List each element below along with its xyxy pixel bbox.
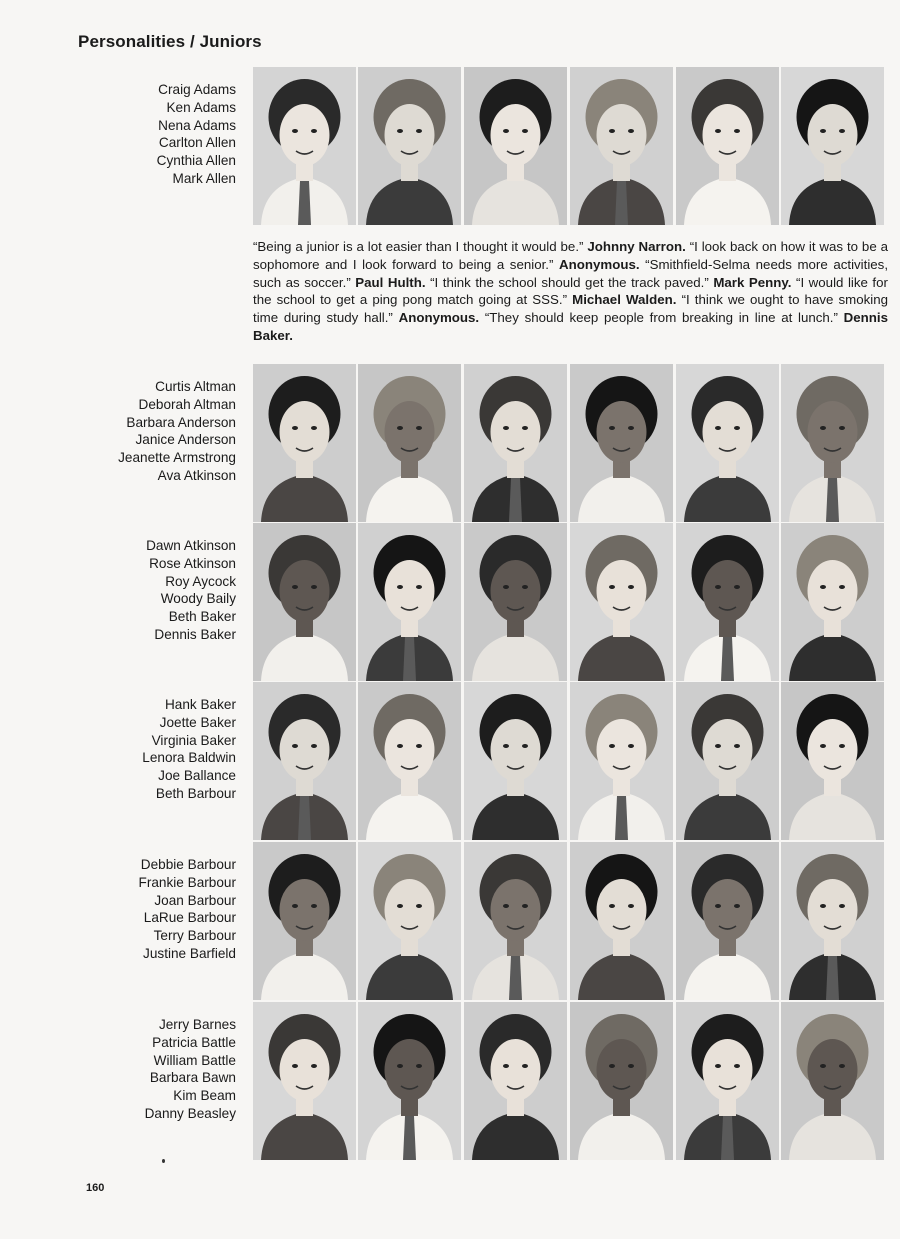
- student-portrait: [253, 842, 356, 1000]
- eye: [628, 1064, 634, 1068]
- student-portrait: [570, 842, 673, 1000]
- quote-author: Anonymous.: [398, 310, 480, 326]
- eye: [397, 129, 403, 133]
- eye: [734, 129, 740, 133]
- student-name: Barbara Anderson: [126, 414, 236, 430]
- portrait-row: [0, 842, 900, 1000]
- necktie: [615, 181, 628, 225]
- student-portrait: [253, 364, 356, 522]
- eye: [416, 904, 422, 908]
- eye: [397, 744, 403, 748]
- necktie: [721, 637, 734, 681]
- face: [491, 719, 541, 781]
- necktie: [509, 956, 522, 1000]
- student-name: Patricia Battle: [152, 1034, 236, 1050]
- eye: [820, 426, 826, 430]
- face: [385, 401, 435, 463]
- student-name: Joan Barbour: [154, 892, 236, 908]
- face: [703, 1039, 753, 1101]
- student-portrait: [358, 523, 461, 681]
- eye: [292, 585, 298, 589]
- face: [703, 719, 753, 781]
- face: [280, 104, 330, 166]
- eye: [503, 744, 509, 748]
- eye: [839, 744, 845, 748]
- quote-text: “Smithfield-Selma needs more activities, such as soccer.”: [253, 256, 889, 290]
- eye: [609, 426, 615, 430]
- eye: [715, 129, 721, 133]
- eye: [609, 585, 615, 589]
- face: [597, 401, 647, 463]
- photo-strip: [253, 682, 886, 840]
- student-portrait: [464, 682, 567, 840]
- name-list: [157, 81, 236, 188]
- name-list: [118, 378, 236, 485]
- student-name: Craig Adams: [158, 82, 236, 97]
- eye: [416, 744, 422, 748]
- student-name: Woody Baily: [160, 591, 236, 607]
- name-list: [142, 696, 236, 803]
- eye: [628, 585, 634, 589]
- student-portrait: [676, 364, 779, 522]
- name-list: [145, 1016, 236, 1123]
- face: [703, 401, 753, 463]
- student-portrait: [781, 523, 884, 681]
- student-name: Dennis Baker: [154, 626, 236, 642]
- eye: [609, 1064, 615, 1068]
- student-name: Debbie Barbour: [140, 857, 236, 872]
- eye: [522, 426, 528, 430]
- eye: [503, 585, 509, 589]
- student-name: Frankie Barbour: [138, 874, 236, 890]
- eye: [609, 129, 615, 133]
- face: [703, 104, 753, 166]
- face: [808, 719, 858, 781]
- portrait-row: [0, 523, 900, 681]
- photo-strip: [253, 842, 886, 1000]
- student-portrait: [253, 523, 356, 681]
- eye: [397, 585, 403, 589]
- student-portrait: [253, 67, 356, 225]
- eye: [416, 585, 422, 589]
- student-portrait: [676, 67, 779, 225]
- student-name: Virginia Baker: [151, 732, 236, 748]
- portrait-row: [0, 1002, 900, 1160]
- student-portrait: [358, 364, 461, 522]
- eye: [839, 585, 845, 589]
- face: [703, 879, 753, 941]
- student-portrait: [676, 523, 779, 681]
- eye: [416, 426, 422, 430]
- necktie: [403, 637, 416, 681]
- student-portrait: [358, 1002, 461, 1160]
- student-name: Barbara Bawn: [149, 1070, 236, 1086]
- student-portrait: [676, 1002, 779, 1160]
- name-list: [139, 856, 236, 963]
- student-name: Jeanette Armstrong: [118, 450, 236, 466]
- eye: [397, 1064, 403, 1068]
- face: [491, 879, 541, 941]
- student-name: Ken Adams: [166, 99, 236, 115]
- quote-text: “I think the school should get the track paved.”: [430, 274, 709, 290]
- page-number: 160: [86, 1182, 105, 1194]
- student-portrait: [676, 682, 779, 840]
- face: [385, 1039, 435, 1101]
- eye: [839, 129, 845, 133]
- face: [385, 719, 435, 781]
- quote-author: Anonymous.: [559, 256, 640, 272]
- student-portrait: [464, 1002, 567, 1160]
- face: [280, 719, 330, 781]
- student-portrait: [358, 67, 461, 225]
- eye: [397, 426, 403, 430]
- eye: [820, 585, 826, 589]
- eye: [628, 744, 634, 748]
- student-portrait: [781, 364, 884, 522]
- eye: [397, 904, 403, 908]
- student-name: Nena Adams: [158, 117, 236, 133]
- eye: [715, 904, 721, 908]
- student-portrait: [781, 682, 884, 840]
- page-header: Personalities / Juniors: [78, 32, 262, 51]
- student-name: Dawn Atkinson: [146, 538, 236, 553]
- quote-text: “I look back on how it was to be a sophomore and I look forward to being a senior.”: [253, 239, 888, 272]
- student-name: Curtis Altman: [155, 379, 236, 394]
- face: [808, 104, 858, 166]
- necktie: [509, 478, 522, 522]
- eye: [292, 744, 298, 748]
- eye: [522, 744, 528, 748]
- student-name: Rose Atkinson: [149, 555, 236, 571]
- face: [808, 1039, 858, 1101]
- eye: [715, 744, 721, 748]
- student-portrait: [781, 1002, 884, 1160]
- student-portrait: [464, 523, 567, 681]
- eye: [416, 129, 422, 133]
- student-portrait: [570, 1002, 673, 1160]
- student-name: Hank Baker: [164, 697, 236, 712]
- face: [597, 104, 647, 166]
- eye: [820, 129, 826, 133]
- student-name: William Battle: [153, 1052, 236, 1068]
- student-name: Janice Anderson: [135, 432, 236, 448]
- face: [491, 560, 541, 622]
- student-portrait: [570, 682, 673, 840]
- quote-text: “They should keep people from breaking in line at lunch.”: [484, 310, 838, 326]
- eye: [839, 904, 845, 908]
- necktie: [298, 181, 311, 225]
- student-portrait: [570, 523, 673, 681]
- student-name: Terry Barbour: [153, 928, 236, 944]
- quote-author: Paul Hulth.: [355, 274, 426, 290]
- necktie: [826, 478, 839, 522]
- student-name: Roy Aycock: [165, 573, 236, 589]
- eye: [311, 904, 317, 908]
- student-name: Jerry Barnes: [158, 1017, 236, 1032]
- eye: [609, 744, 615, 748]
- student-name: Justine Barfield: [143, 945, 236, 961]
- photo-strip: [253, 67, 886, 225]
- face: [597, 719, 647, 781]
- student-name: Beth Baker: [168, 609, 236, 625]
- photo-strip: [253, 523, 886, 681]
- portrait-row: [0, 67, 900, 225]
- eye: [609, 904, 615, 908]
- face: [808, 401, 858, 463]
- face: [491, 401, 541, 463]
- necktie: [721, 1116, 734, 1160]
- face: [385, 104, 435, 166]
- student-portrait: [781, 67, 884, 225]
- eye: [715, 1064, 721, 1068]
- student-portrait: [358, 682, 461, 840]
- eye: [292, 904, 298, 908]
- student-portrait: [358, 842, 461, 1000]
- name-list: [146, 537, 236, 644]
- face: [280, 401, 330, 463]
- face: [385, 879, 435, 941]
- face: [280, 560, 330, 622]
- eye: [522, 129, 528, 133]
- face: [491, 104, 541, 166]
- quote-author: Michael Walden.: [572, 292, 677, 308]
- eye: [311, 129, 317, 133]
- eye: [292, 129, 298, 133]
- photo-strip: [253, 1002, 886, 1160]
- eye: [522, 904, 528, 908]
- student-name: Mark Allen: [172, 170, 236, 186]
- face: [597, 1039, 647, 1101]
- student-portrait: [464, 842, 567, 1000]
- eye: [503, 1064, 509, 1068]
- eye: [734, 585, 740, 589]
- eye: [522, 585, 528, 589]
- eye: [311, 1064, 317, 1068]
- eye: [715, 426, 721, 430]
- eye: [734, 744, 740, 748]
- portrait-row: [0, 364, 900, 522]
- student-name: Ava Atkinson: [157, 467, 236, 483]
- student-name: Kim Beam: [173, 1088, 236, 1104]
- student-portrait: [570, 364, 673, 522]
- quote-text: “Being a junior is a lot easier than I thought it would be.”: [253, 239, 584, 254]
- student-portrait: [253, 1002, 356, 1160]
- student-name: Cynthia Allen: [156, 153, 236, 169]
- student-portrait: [781, 842, 884, 1000]
- eye: [416, 1064, 422, 1068]
- student-name: Lenora Baldwin: [142, 750, 236, 766]
- eye: [715, 585, 721, 589]
- necktie: [615, 796, 628, 840]
- face: [385, 560, 435, 622]
- necktie: [826, 956, 839, 1000]
- quote-author: Johnny Narron.: [587, 239, 686, 254]
- eye: [628, 426, 634, 430]
- student-name: Danny Beasley: [144, 1105, 236, 1121]
- face: [808, 879, 858, 941]
- quote-text: “I would like for the school to get a ping pong match going at SSS.”: [253, 274, 888, 308]
- face: [280, 879, 330, 941]
- face: [597, 879, 647, 941]
- face: [808, 560, 858, 622]
- quote-author: Dennis Baker.: [253, 310, 889, 343]
- eye: [839, 1064, 845, 1068]
- eye: [292, 426, 298, 430]
- necktie: [403, 1116, 416, 1160]
- student-quotes: [253, 238, 888, 345]
- student-portrait: [464, 67, 567, 225]
- eye: [734, 426, 740, 430]
- eye: [311, 426, 317, 430]
- necktie: [298, 796, 311, 840]
- quote-author: Mark Penny.: [713, 274, 792, 290]
- eye: [820, 1064, 826, 1068]
- eye: [839, 426, 845, 430]
- eye: [311, 744, 317, 748]
- student-name: Deborah Altman: [138, 396, 236, 412]
- eye: [503, 426, 509, 430]
- eye: [503, 904, 509, 908]
- eye: [522, 1064, 528, 1068]
- photo-strip: [253, 364, 886, 522]
- eye: [503, 129, 509, 133]
- student-portrait: [253, 682, 356, 840]
- student-portrait: [570, 67, 673, 225]
- student-portrait: [676, 842, 779, 1000]
- face: [491, 1039, 541, 1101]
- eye: [292, 1064, 298, 1068]
- eye: [734, 1064, 740, 1068]
- student-name: Joette Baker: [159, 714, 236, 730]
- student-portrait: [464, 364, 567, 522]
- eye: [820, 904, 826, 908]
- eye: [311, 585, 317, 589]
- print-speck: [162, 1159, 165, 1163]
- face: [280, 1039, 330, 1101]
- student-name: Joe Ballance: [158, 768, 236, 784]
- face: [703, 560, 753, 622]
- student-name: Carlton Allen: [158, 135, 236, 151]
- quote-text: “I think we ought to have smoking time during study hall.”: [253, 292, 888, 326]
- eye: [820, 744, 826, 748]
- eye: [628, 129, 634, 133]
- face: [597, 560, 647, 622]
- portrait-row: [0, 682, 900, 840]
- eye: [734, 904, 740, 908]
- eye: [628, 904, 634, 908]
- student-name: LaRue Barbour: [143, 910, 236, 926]
- student-name: Beth Barbour: [155, 785, 236, 801]
